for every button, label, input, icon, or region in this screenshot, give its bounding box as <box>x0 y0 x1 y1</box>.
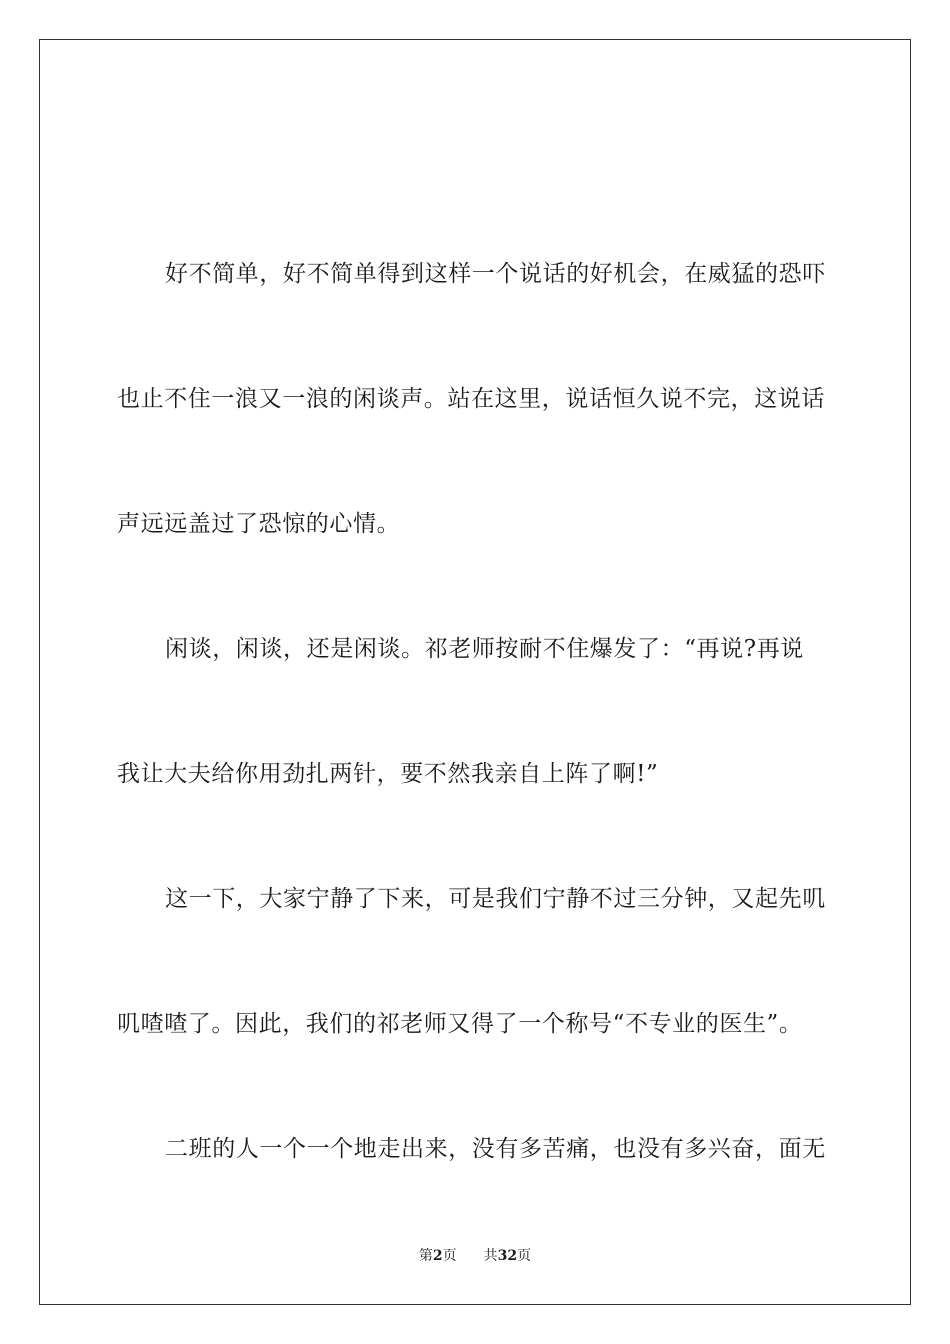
paragraph-1-line-3: 声远远盖过了恐惊的心情。 <box>117 511 401 537</box>
page-border <box>39 39 911 1305</box>
paragraph-3-line-1: 这一下，大家宁静了下来，可是我们宁静不过三分钟，又起先叽 <box>165 886 826 912</box>
page-prefix: 第 <box>418 1248 433 1264</box>
page-number-label <box>419 1246 457 1266</box>
page-footer <box>0 1246 950 1266</box>
paragraph-2-line-2: 我让大夫给你用劲扎两针，要不然我亲自上阵了啊!” <box>117 761 659 787</box>
paragraph-1-line-2: 也止不住一浪又一浪的闲谈声。站在这里，说话恒久说不完，这说话 <box>117 386 825 412</box>
paragraph-1-line-1: 好不简单，好不简单得到这样一个说话的好机会，在威猛的恐吓 <box>165 261 826 287</box>
paragraph-3-line-2: 叽喳喳了。因此，我们的祁老师又得了一个称号“不专业的医生”。 <box>117 1011 803 1037</box>
total-page-number: 32 <box>497 1248 518 1264</box>
total-suffix: 页 <box>517 1248 532 1264</box>
paragraph-2-line-1: 闲谈，闲谈，还是闲谈。祁老师按耐不住爆发了：“再说?再说 <box>165 636 804 662</box>
page-suffix: 页 <box>442 1248 457 1264</box>
total-pages-label <box>484 1246 531 1266</box>
total-prefix: 共 <box>483 1248 498 1264</box>
current-page-number: 2 <box>432 1248 443 1264</box>
paragraph-4-line-1: 二班的人一个一个地走出来，没有多苦痛，也没有多兴奋，面无 <box>165 1136 826 1162</box>
